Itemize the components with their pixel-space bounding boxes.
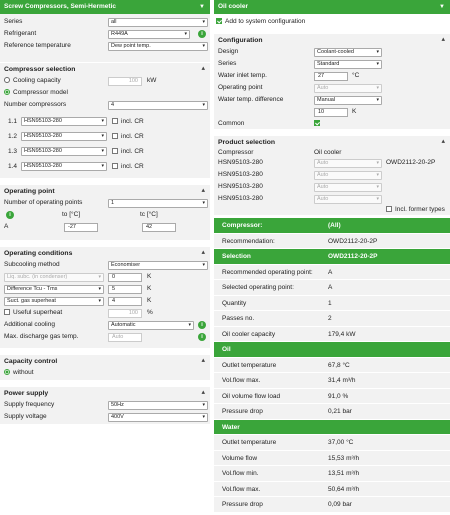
result-label: Selection <box>222 253 251 260</box>
configuration-panel <box>214 34 450 130</box>
product-row: HSN95103-280 Auto ▾ <box>218 193 446 205</box>
series-label: Series <box>4 18 23 25</box>
former-types-checkbox[interactable]: Incl. former types <box>386 205 445 214</box>
results-row <box>214 466 450 482</box>
liq-subc-input[interactable]: 0 <box>108 273 142 282</box>
suct-gas-input[interactable]: 4 <box>108 297 142 306</box>
results-table <box>214 218 450 513</box>
result-value: 179,4 kW <box>328 330 356 338</box>
cooling-unit: kW <box>147 77 157 84</box>
water-inlet-input[interactable]: 27 <box>314 72 348 81</box>
product-row: HSN95103-280 Auto ▾ <box>218 169 446 181</box>
result-label: Recommended operating point: <box>222 268 313 276</box>
result-label: Pressure drop <box>222 408 263 415</box>
max-discharge-label: Max. discharge gas temp. <box>4 333 79 340</box>
results-row <box>214 373 450 389</box>
general-panel <box>0 14 210 63</box>
compressor-selection-title: Compressor selection <box>4 66 76 73</box>
results-row <box>214 389 450 405</box>
results-row <box>214 296 450 312</box>
result-label: Quantity <box>222 299 247 307</box>
collapse-icon[interactable]: ▴ <box>441 36 445 43</box>
useful-superheat-input[interactable]: 100 <box>108 309 142 318</box>
liq-subc-select[interactable]: Liq. subc. (in condenser) ▾ <box>4 273 104 282</box>
incl-cr-checkbox[interactable]: incl. CR <box>112 159 144 174</box>
cooling-capacity-radio[interactable]: Cooling capacity <box>4 75 61 87</box>
reference-temp-label: Reference temperature <box>4 42 71 49</box>
oil-cooler-select[interactable]: Auto ▾ <box>314 171 382 180</box>
capacity-control-title: Capacity control <box>4 358 58 365</box>
results-row <box>214 404 450 420</box>
result-value: OWD2112-20-2P <box>328 237 378 245</box>
without-radio[interactable]: without <box>4 367 34 379</box>
operating-point-label: A <box>4 223 9 230</box>
results-section-header <box>214 420 450 436</box>
results-row <box>214 435 450 451</box>
compressor-model-select[interactable]: HSN95103-280 ▾ <box>21 117 107 126</box>
compressor-column <box>0 0 210 425</box>
info-icon[interactable]: i <box>198 30 206 38</box>
tc-header: tc [°C] <box>140 211 158 218</box>
result-value: A <box>328 268 333 276</box>
result-label: Vol.flow min. <box>222 470 259 477</box>
oil-cooler-model: OWD2112-20-2P <box>386 159 436 166</box>
result-value: 31,4 m³/h <box>328 377 356 384</box>
result-value: 2 <box>328 315 332 322</box>
compressor-column-header: Compressor <box>218 149 254 156</box>
info-icon[interactable]: i <box>6 211 14 219</box>
suct-gas-select[interactable]: Suct. gas superheat ▾ <box>4 297 104 306</box>
result-label: Passes no. <box>222 315 255 322</box>
incl-cr-checkbox[interactable]: incl. CR <box>112 144 144 159</box>
result-label: Vol.flow max. <box>222 377 261 384</box>
unit-label: K <box>147 273 152 280</box>
compressor-row: 1.2 HSN95103-280 ▾ incl. CR <box>4 129 206 144</box>
max-discharge-input[interactable]: Auto <box>108 333 142 342</box>
compressor-model-select[interactable]: HSN95103-280 ▾ <box>21 147 107 156</box>
oil-cooler-title: Oil cooler <box>218 3 248 10</box>
common-label: Common <box>218 120 245 127</box>
series-label: Series <box>218 60 237 67</box>
operating-conditions-panel <box>0 247 210 349</box>
to-input[interactable]: -27 <box>64 223 98 232</box>
number-compressors-select[interactable]: 4 ▾ <box>108 101 208 110</box>
unit-label: K <box>147 285 152 292</box>
product-row: HSN95103-280 Auto ▾ OWD2112-20-2P <box>218 157 446 169</box>
unit-label: K <box>352 108 357 115</box>
water-temp-diff-label: Water temp. difference <box>218 96 284 103</box>
compressor-row: 1.3 HSN95103-280 ▾ incl. CR <box>4 144 206 159</box>
incl-cr-checkbox[interactable]: incl. CR <box>112 129 144 144</box>
series-select[interactable]: Standard ▾ <box>314 60 382 69</box>
product-row: HSN95103-280 Auto ▾ <box>218 181 446 193</box>
result-label: Oil cooler capacity <box>222 330 276 338</box>
oil-cooler-column-header: Oil cooler <box>314 149 342 156</box>
oil-cooler-select[interactable]: Auto ▾ <box>314 159 382 168</box>
results-row <box>214 234 450 250</box>
results-row <box>214 451 450 467</box>
series-select[interactable]: all ▾ <box>108 18 208 27</box>
oil-cooler-header[interactable] <box>214 0 450 14</box>
collapse-icon[interactable]: ▴ <box>201 389 205 396</box>
water-temp-diff-select[interactable]: Manual ▾ <box>314 96 382 105</box>
compressor-header[interactable] <box>0 0 210 14</box>
results-section-header <box>214 342 450 358</box>
collapse-icon[interactable]: ▴ <box>201 187 205 194</box>
difference-select[interactable]: Difference Tcu - Tms ▾ <box>4 285 104 294</box>
result-label: Outlet temperature <box>222 361 277 369</box>
power-supply-panel <box>0 387 210 425</box>
design-label: Design <box>218 48 239 55</box>
result-value: 67,8 °C <box>328 361 350 369</box>
collapse-icon[interactable]: ▴ <box>201 357 205 364</box>
result-label: Oil volume flow load <box>222 392 281 400</box>
product-selection-panel <box>214 136 450 216</box>
number-compressors-label: Number compressors <box>4 101 67 108</box>
compressor-row: 1.4 HSN95103-280 ▾ incl. CR <box>4 159 206 174</box>
radio-icon[interactable] <box>4 77 10 83</box>
result-label: Vol.flow max. <box>222 485 261 493</box>
result-value: 0,21 bar <box>328 408 352 415</box>
operating-point-select[interactable]: Auto ▾ <box>314 84 382 93</box>
results-row <box>214 265 450 281</box>
result-label: Recommendation: <box>222 237 275 245</box>
result-value: 50,64 m³/h <box>328 485 360 493</box>
compressor-model-radio[interactable]: Compressor model <box>4 87 68 99</box>
result-label: Oil <box>222 346 231 353</box>
number-operating-points-label: Number of operating points <box>4 199 83 206</box>
info-icon[interactable]: i <box>198 333 206 341</box>
result-value: 13,51 m³/h <box>328 470 360 477</box>
additional-cooling-select[interactable]: Automatic ▾ <box>108 321 194 330</box>
capacity-control-panel <box>0 355 210 381</box>
info-icon[interactable]: i <box>198 321 206 329</box>
add-to-system-checkbox[interactable]: Add to system configuration <box>216 16 305 28</box>
subcooling-label: Subcooling method <box>4 261 60 268</box>
useful-superheat-checkbox[interactable]: Useful superheat <box>4 307 62 319</box>
product-selection-title: Product selection <box>218 139 276 146</box>
supply-frequency-label: Supply frequency <box>4 401 55 408</box>
power-supply-title: Power supply <box>4 390 49 397</box>
results-row <box>214 497 450 513</box>
oil-cooler-select[interactable]: Auto ▾ <box>314 183 382 192</box>
compressor-row: 1.1 HSN95103-280 ▾ incl. CR <box>4 114 206 129</box>
incl-cr-checkbox[interactable]: incl. CR <box>112 114 144 129</box>
chevron-down-icon[interactable]: ▼ <box>439 4 445 10</box>
compressor-title: Screw Compressors, Semi-Hermetic <box>4 3 116 10</box>
additional-cooling-label: Additional cooling <box>4 321 55 328</box>
number-operating-points-select[interactable]: 1 ▾ <box>108 199 208 208</box>
result-label: Compressor: <box>222 222 263 229</box>
operating-point-label: Operating point <box>218 84 263 91</box>
collapse-icon[interactable]: ▴ <box>201 65 205 72</box>
result-value: 1 <box>328 299 332 307</box>
supply-frequency-select[interactable]: 50Hz ▾ <box>108 401 208 410</box>
water-temp-diff-input[interactable]: 10 <box>314 108 348 117</box>
results-section-header <box>214 218 450 234</box>
result-value: 15,53 m³/h <box>328 454 360 462</box>
results-row <box>214 327 450 343</box>
radio-selected-icon[interactable] <box>4 369 10 375</box>
tc-input[interactable]: 42 <box>142 223 176 232</box>
to-header: to [°C] <box>62 211 81 218</box>
compressor-model-select[interactable]: HSN95103-280 ▾ <box>21 162 107 171</box>
design-select[interactable]: Coolant-cooled ▾ <box>314 48 382 57</box>
chevron-down-icon[interactable]: ▼ <box>199 4 205 10</box>
radio-selected-icon[interactable] <box>4 89 10 95</box>
results-row <box>214 482 450 498</box>
results-row <box>214 358 450 374</box>
results-section-header <box>214 249 450 265</box>
operating-conditions-title: Operating conditions <box>4 250 73 257</box>
supply-voltage-select[interactable]: 400V ▾ <box>108 413 208 422</box>
results-row <box>214 280 450 296</box>
subcooling-select[interactable]: Economiser ▾ <box>108 261 208 270</box>
result-value: OWD2112-20-2P <box>328 253 378 260</box>
result-label: Pressure drop <box>222 501 263 508</box>
refrigerant-label: Refrigerant <box>4 30 37 37</box>
compressor-model-select[interactable]: HSN95103-280 ▾ <box>21 132 107 141</box>
refrigerant-select[interactable]: R449A ▾ <box>108 30 190 39</box>
result-label: Outlet temperature <box>222 439 277 446</box>
result-label: Water <box>222 423 240 431</box>
result-value: A <box>328 284 333 291</box>
result-label: Volume flow <box>222 454 258 462</box>
collapse-icon[interactable]: ▴ <box>201 249 205 256</box>
cooling-capacity-input[interactable]: 100 <box>108 77 142 86</box>
unit-label: °C <box>352 72 360 79</box>
compressor-selection-panel <box>0 63 210 179</box>
unit-label: % <box>147 309 153 316</box>
operating-point-title: Operating point <box>4 188 55 195</box>
result-value: (All) <box>328 222 341 229</box>
oil-cooler-select[interactable]: Auto ▾ <box>314 195 382 204</box>
operating-point-panel <box>0 185 210 241</box>
result-value: 37,00 °C <box>328 439 354 446</box>
configuration-title: Configuration <box>218 37 263 44</box>
result-value: 0,09 bar <box>328 501 352 508</box>
water-inlet-label: Water inlet temp. <box>218 72 267 79</box>
reference-temp-select[interactable]: Dew point temp. ▾ <box>108 42 208 51</box>
results-row <box>214 311 450 327</box>
common-checkbox[interactable] <box>314 118 323 130</box>
difference-input[interactable]: 5 <box>108 285 142 294</box>
result-value: 91,0 % <box>328 392 349 400</box>
collapse-icon[interactable]: ▴ <box>441 138 445 145</box>
supply-voltage-label: Supply voltage <box>4 413 47 420</box>
unit-label: K <box>147 297 152 304</box>
oil-cooler-column <box>214 0 450 513</box>
result-label: Selected operating point: <box>222 284 294 291</box>
